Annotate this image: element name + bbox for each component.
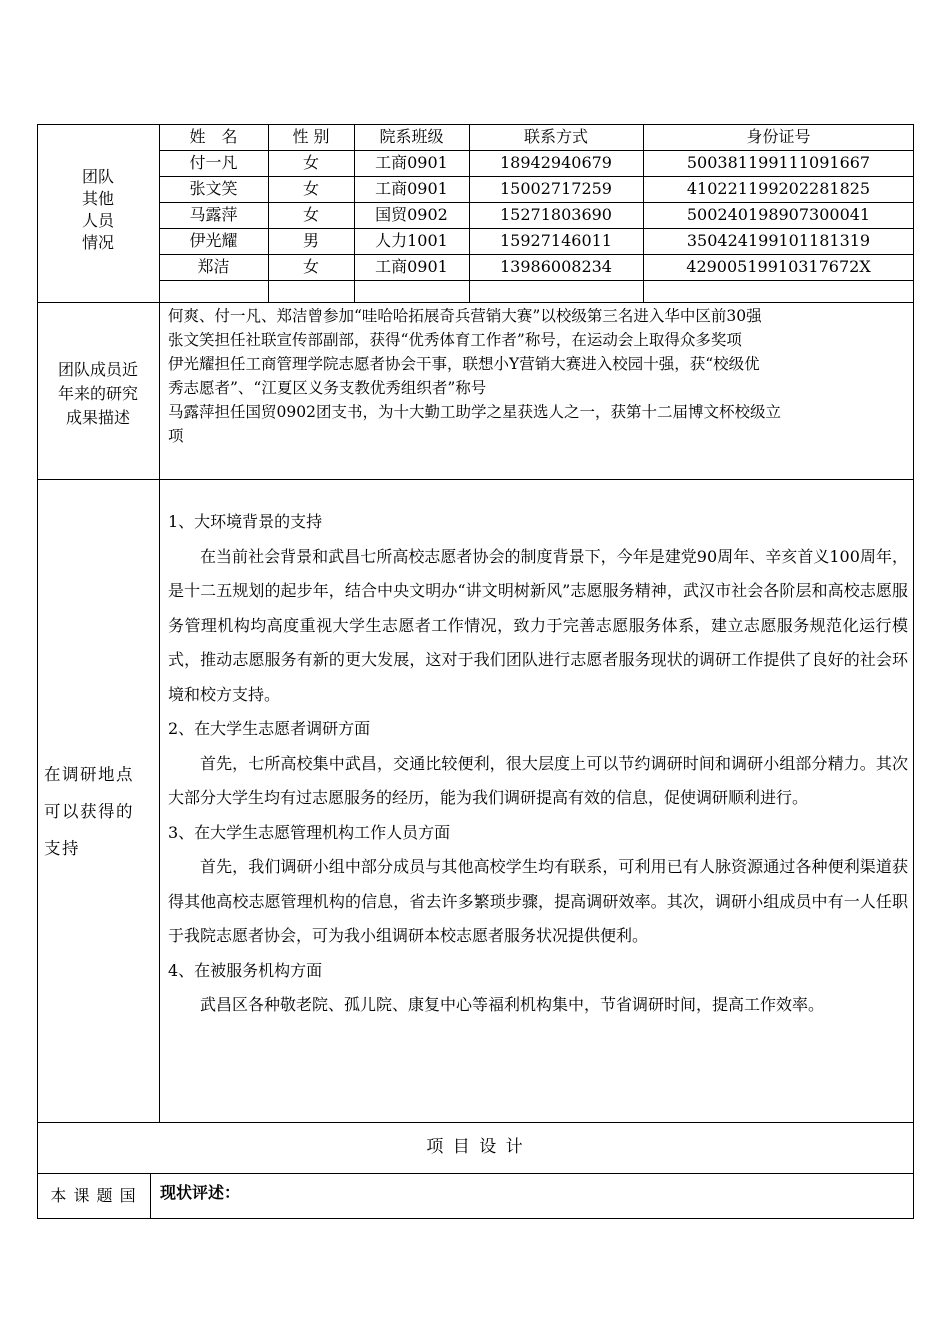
table-cell-gender: 女 [302,153,319,172]
label-line: 支持 [44,839,80,858]
table-cell-class: 工商0901 [375,257,448,276]
header-gender: 性 别 [292,127,330,146]
table-cell-class: 国贸0902 [375,205,448,224]
label-line: 团队成员近 [57,360,138,379]
divider-members-bottom [37,302,914,303]
status-review-heading: 现状评述： [160,1183,241,1202]
support-heading: 3、在大学生志愿管理机构工作人员方面 [168,822,451,842]
label-line: 成果描述 [65,408,130,427]
table-cell-contact: 13986008234 [500,257,612,276]
divider-achievements-bottom [37,479,914,480]
support-paragraph: 首先，七所高校集中武昌，交通比较便利，很大层度上可以节约调研时间和调研小组部分精力。其次大部分大学生均有过志愿服务的经历，能为我们调研提高有效的信息，促使调研顺利进行。 [168,753,908,807]
label-line: 其他 [81,189,114,208]
table-cell-class: 工商0901 [375,153,448,172]
header-name: 姓 名 [189,127,238,146]
table-cell-name: 马露萍 [189,205,238,224]
header-id-number: 身份证号 [746,127,811,146]
achievement-line: 张文笑担任社联宣传部副部，获得“优秀体育工作者”称号，在运动会上取得众多奖项 [168,331,742,349]
support-section-label [44,756,154,867]
support-paragraph: 首先，我们调研小组中部分成员与其他高校学生均有联系，可利用已有人脉资源通过各种便利渠道获得其他高校志愿管理机构的信息，省去许多繁琐步骤，提高调研效率。其次，调研小组成员中有一人任职于我院志愿者协会，可为我小组调研本校志愿者服务状况提供便利。 [168,857,908,945]
label-line: 可以获得的 [44,802,134,821]
topic-label: 本 课 题 国 [50,1186,137,1205]
table-cell-contact: 18942940679 [500,153,612,172]
table-cell-gender: 男 [302,231,319,250]
table-cell-class: 人力1001 [375,231,448,250]
table-cell-id: 500381199111091667 [686,153,871,172]
table-cell-id: 500240198907300041 [686,205,871,224]
header-contact: 联系方式 [523,127,588,146]
table-cell-id: 42900519910317672X [686,257,871,276]
table-cell-contact: 15271803690 [500,205,612,224]
support-heading: 2、在大学生志愿者调研方面 [168,719,371,738]
achievement-line: 何爽、付一凡、郑洁曾参加“哇哈哈拓展奇兵营销大赛”以校级第三名进入华中区前30强 [168,307,762,325]
support-text [168,505,908,1023]
label-line: 情况 [81,233,114,252]
achievements-section-label [37,358,159,430]
table-cell-contact: 15927146011 [500,231,612,250]
label-line: 年来的研究 [57,384,138,403]
support-paragraph: 在当前社会背景和武昌七所高校志愿者协会的制度背景下，今年是建党90周年、辛亥首义100周年，是十二五规划的起步年，结合中央文明办“讲文明树新风”志愿服务精神，武汉市社会各阶层和高校志愿服务管理机构均高度重视大学生志愿者工作情况，致力于完善志愿服务体系，建立志愿服务规范化运行模式，推动志愿服务有新的更大发展，这对于我们团队进行志愿者服务现状的调研工作提供了良好的社会环境和校方支持。 [168,546,908,704]
table-cell-name: 伊光耀 [189,231,238,250]
header-class: 院系班级 [379,127,444,146]
achievement-line: 项 [168,427,184,445]
achievement-line: 马露萍担任国贸0902团支书，为十大勤工助学之星获选人之一，获第十二届博文杯校级立 [168,403,781,421]
grid-line [159,280,914,281]
achievements-text [168,304,908,448]
label-line: 人员 [81,211,114,230]
table-cell-class: 工商0901 [375,179,448,198]
table-cell-name: 郑洁 [197,257,230,276]
table-cell-name: 张文笑 [189,179,238,198]
divider-design-title-bottom [37,1173,914,1174]
table-cell-id: 410221199202281825 [686,179,871,198]
support-heading: 4、在被服务机构方面 [168,960,323,980]
table-cell-gender: 女 [302,257,319,276]
topic-label-divider [150,1173,151,1219]
table-cell-gender: 女 [302,179,319,198]
members-section-label [37,166,159,254]
label-line: 团队 [81,167,114,186]
table-cell-gender: 女 [302,205,319,224]
achievement-line: 秀志愿者”、“江夏区义务支教优秀组织者”称号 [168,379,487,397]
support-heading: 1、大环境背景的支持 [168,512,323,531]
table-cell-id: 350424199101181319 [686,231,871,250]
project-design-title: 项 目 设 计 [426,1137,525,1157]
table-cell-contact: 15002717259 [500,179,612,198]
label-line: 在调研地点 [44,765,134,784]
table-cell-name: 付一凡 [189,153,238,172]
achievement-line: 伊光耀担任工商管理学院志愿者协会干事，联想小Y营销大赛进入校园十强，获“校级优 [168,355,760,373]
support-paragraph: 武昌区各种敬老院、孤儿院、康复中心等福利机构集中，节省调研时间，提高工作效率。 [200,995,825,1014]
